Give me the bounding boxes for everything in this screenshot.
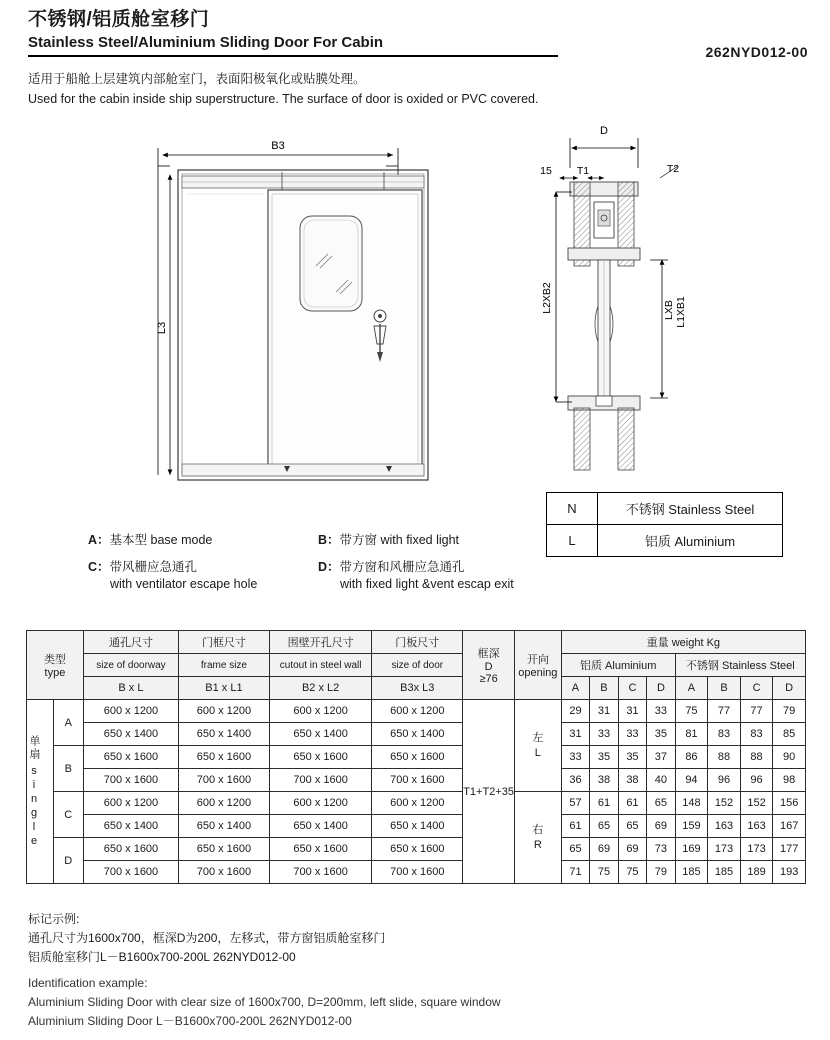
cell-open-right — [514, 792, 561, 884]
cell-w: 77 — [740, 700, 773, 723]
mode-d-label: 带方窗和风栅应急通孔 — [339, 560, 465, 574]
row-type: B — [53, 746, 83, 792]
cell-w: 88 — [708, 746, 741, 769]
cell-cutout: 700 x 1600 — [269, 769, 372, 792]
cell-w: 35 — [647, 723, 675, 746]
table-row — [27, 723, 806, 746]
cell-frame: 600 x 1200 — [179, 700, 270, 723]
cell-w: 173 — [708, 838, 741, 861]
cell-w: 35 — [590, 746, 618, 769]
mode-c — [88, 559, 318, 593]
header-frame-en: frame size — [179, 654, 270, 677]
spec-header-row-3 — [27, 677, 806, 700]
dim-l2xb2-label: L2XB2 — [541, 282, 553, 314]
header-alu-d: D — [647, 677, 675, 700]
cell-frame: 650 x 1400 — [179, 815, 270, 838]
cell-cutout: 700 x 1600 — [269, 861, 372, 884]
cell-door: 600 x 1200 — [372, 700, 463, 723]
cell-doorway: 650 x 1400 — [83, 815, 178, 838]
mode-a-label: 基本型 base mode — [109, 533, 213, 547]
cell-w: 163 — [708, 815, 741, 838]
note-en-line2: Aluminium Sliding Door L－B1600x700-200L 262NYD012-00 — [28, 1014, 352, 1028]
document-header — [28, 8, 808, 60]
cell-depth-value: T1+T2+35 — [463, 700, 515, 884]
table-row — [547, 493, 783, 525]
cell-w: 71 — [561, 861, 589, 884]
row-type: D — [53, 838, 83, 884]
cell-w: 90 — [773, 746, 806, 769]
cell-w: 75 — [590, 861, 618, 884]
dim-15-label: 15 — [540, 165, 552, 177]
table-row — [27, 746, 806, 769]
cell-frame: 700 x 1600 — [179, 769, 270, 792]
cell-w: 96 — [708, 769, 741, 792]
cell-w: 31 — [618, 700, 646, 723]
cell-w: 81 — [675, 723, 708, 746]
note-en-line1: Aluminium Sliding Door with clear size of 1600x700, D=200mm, left slide, square window — [28, 995, 501, 1009]
cell-w: 94 — [675, 769, 708, 792]
title-english: Stainless Steel/Aluminium Sliding Door For Cabin — [28, 34, 384, 51]
header-door-en: size of door — [372, 654, 463, 677]
cell-cutout: 650 x 1400 — [269, 815, 372, 838]
header-sst-b: B — [708, 677, 741, 700]
side-label-en: single — [28, 764, 40, 849]
header-depth-d: D — [484, 661, 493, 673]
cell-cutout: 650 x 1400 — [269, 723, 372, 746]
header-cutout-sym: B2 x L2 — [269, 677, 372, 700]
cell-frame: 650 x 1600 — [179, 838, 270, 861]
drawing-code: 262NYD012-00 — [705, 44, 808, 60]
header-door-sym: B3x L3 — [372, 677, 463, 700]
cell-w: 185 — [675, 861, 708, 884]
cell-w: 73 — [647, 838, 675, 861]
cell-w: 31 — [561, 723, 589, 746]
table-row — [27, 792, 806, 815]
header-frame-cn: 门框尺寸 — [179, 631, 270, 654]
cell-w: 156 — [773, 792, 806, 815]
cell-doorway: 600 x 1200 — [83, 792, 178, 815]
door-mode-legend — [88, 532, 548, 603]
open-left-en: L — [534, 746, 541, 759]
material-code-l: L — [547, 525, 598, 557]
cell-w: 61 — [618, 792, 646, 815]
header-alu: 铝质 Aluminium — [561, 654, 675, 677]
cell-cutout: 650 x 1600 — [269, 838, 372, 861]
cell-w: 57 — [561, 792, 589, 815]
cell-w: 37 — [647, 746, 675, 769]
header-cutout-en: cutout in steel wall — [269, 654, 372, 677]
header-alu-c: C — [618, 677, 646, 700]
header-depth-cn: 框深 — [477, 648, 500, 660]
specification-table — [26, 630, 806, 884]
cell-w: 61 — [590, 792, 618, 815]
header-type — [27, 631, 84, 700]
side-label-cn: 单扇 — [28, 734, 40, 761]
spec-header-row-1 — [27, 631, 806, 654]
cell-w: 79 — [773, 700, 806, 723]
cell-w: 69 — [590, 838, 618, 861]
cell-door: 650 x 1400 — [372, 815, 463, 838]
cell-w: 177 — [773, 838, 806, 861]
table-row — [27, 769, 806, 792]
cell-frame: 700 x 1600 — [179, 861, 270, 884]
note-cn-line1: 通孔尺寸为1600x700，框深D为200，左移式，带方窗铝质舱室移门 — [28, 931, 386, 945]
cell-w: 193 — [773, 861, 806, 884]
cell-w: 79 — [647, 861, 675, 884]
cell-w: 152 — [740, 792, 773, 815]
spec-header-row-2 — [27, 654, 806, 677]
material-code-table — [546, 492, 783, 557]
material-code-n: N — [547, 493, 598, 525]
table-row — [27, 815, 806, 838]
cell-doorway: 700 x 1600 — [83, 769, 178, 792]
title-underline — [28, 55, 558, 57]
table-row — [27, 838, 806, 861]
cell-frame: 600 x 1200 — [179, 792, 270, 815]
cell-door: 650 x 1400 — [372, 723, 463, 746]
cell-door: 650 x 1600 — [372, 746, 463, 769]
description-block — [28, 70, 808, 108]
cell-w: 35 — [618, 746, 646, 769]
cell-w: 159 — [675, 815, 708, 838]
header-type-cn: 类型 — [43, 654, 66, 666]
mode-d — [318, 559, 548, 593]
cell-w: 96 — [740, 769, 773, 792]
cell-doorway: 700 x 1600 — [83, 861, 178, 884]
cell-w: 29 — [561, 700, 589, 723]
cell-w: 83 — [740, 723, 773, 746]
table-row — [27, 700, 806, 723]
cell-frame: 650 x 1400 — [179, 723, 270, 746]
header-opening-en: opening — [518, 667, 558, 679]
mode-c-label: 带风栅应急通孔 — [109, 560, 198, 574]
cell-w: 167 — [773, 815, 806, 838]
side-label — [27, 700, 54, 884]
mode-d-sub: with fixed light &vent escap exit — [340, 577, 514, 591]
cell-doorway: 600 x 1200 — [83, 700, 178, 723]
cell-w: 75 — [618, 861, 646, 884]
header-alu-b: B — [590, 677, 618, 700]
header-type-en: type — [44, 667, 66, 679]
dim-l3-label: L3 — [156, 321, 168, 335]
cell-cutout: 600 x 1200 — [269, 792, 372, 815]
cell-w: 69 — [647, 815, 675, 838]
cell-w: 33 — [590, 723, 618, 746]
title-chinese: 不锈钢/铝质舱室移门 — [28, 9, 210, 30]
header-door-cn: 门板尺寸 — [372, 631, 463, 654]
cell-w: 38 — [618, 769, 646, 792]
dim-b3-label: B3 — [271, 140, 285, 152]
material-name-n: 不锈钢 Stainless Steel — [598, 493, 783, 525]
cell-w: 33 — [647, 700, 675, 723]
header-weight: 重量 weight Kg — [561, 631, 805, 654]
dim-d-label: D — [600, 125, 608, 137]
header-sst-d: D — [773, 677, 806, 700]
cell-w: 148 — [675, 792, 708, 815]
header-doorway-sym: B x L — [83, 677, 178, 700]
mode-a-key: A： — [88, 533, 110, 547]
header-alu-a: A — [561, 677, 589, 700]
header-doorway-cn: 通孔尺寸 — [83, 631, 178, 654]
cell-door: 650 x 1600 — [372, 838, 463, 861]
cell-w: 86 — [675, 746, 708, 769]
cell-cutout: 650 x 1600 — [269, 746, 372, 769]
cell-door: 700 x 1600 — [372, 769, 463, 792]
dim-t2-label: T2 — [666, 163, 680, 175]
dim-lxb-label: LXB — [663, 300, 675, 320]
cell-w: 65 — [561, 838, 589, 861]
open-left-cn: 左 — [532, 731, 544, 744]
cell-w: 88 — [740, 746, 773, 769]
header-cutout-cn: 围壁开孔尺寸 — [269, 631, 372, 654]
note-cn-title: 标记示例: — [28, 912, 80, 926]
cell-w: 185 — [708, 861, 741, 884]
cell-w: 75 — [675, 700, 708, 723]
mode-b-label: 带方窗 with fixed light — [339, 533, 460, 547]
dim-t1-label: T1 — [576, 165, 590, 177]
cell-w: 38 — [590, 769, 618, 792]
cell-w: 85 — [773, 723, 806, 746]
cell-w: 31 — [590, 700, 618, 723]
table-row — [547, 525, 783, 557]
mode-c-key: C： — [88, 560, 110, 574]
cell-w: 189 — [740, 861, 773, 884]
dim-l1xb1-label: L1XB1 — [675, 296, 687, 328]
mode-a — [88, 532, 318, 549]
header-sst-a: A — [675, 677, 708, 700]
header-opening-cn: 开向 — [526, 654, 549, 666]
cell-w: 83 — [708, 723, 741, 746]
cell-w: 77 — [708, 700, 741, 723]
cell-w: 33 — [561, 746, 589, 769]
cell-w: 65 — [618, 815, 646, 838]
cell-w: 169 — [675, 838, 708, 861]
cell-open-left — [514, 700, 561, 792]
cell-door: 700 x 1600 — [372, 861, 463, 884]
cell-w: 152 — [708, 792, 741, 815]
cell-frame: 650 x 1600 — [179, 746, 270, 769]
row-type: C — [53, 792, 83, 838]
cell-w: 61 — [561, 815, 589, 838]
row-type: A — [53, 700, 83, 746]
cell-w: 40 — [647, 769, 675, 792]
identification-notes — [28, 910, 808, 1031]
header-depth — [463, 631, 515, 700]
material-name-l: 铝质 Aluminium — [598, 525, 783, 557]
mode-b-key: B： — [318, 533, 340, 547]
mode-b — [318, 532, 548, 549]
header-sst-c: C — [740, 677, 773, 700]
header-doorway-en: size of doorway — [83, 654, 178, 677]
cell-w: 33 — [618, 723, 646, 746]
cell-w: 65 — [647, 792, 675, 815]
cell-w: 163 — [740, 815, 773, 838]
cell-doorway: 650 x 1600 — [83, 838, 178, 861]
cell-w: 173 — [740, 838, 773, 861]
open-right-cn: 右 — [532, 823, 544, 836]
table-row — [27, 861, 806, 884]
cell-w: 36 — [561, 769, 589, 792]
cell-door: 600 x 1200 — [372, 792, 463, 815]
cell-w: 69 — [618, 838, 646, 861]
note-en-title: Identification example: — [28, 976, 148, 990]
cell-w: 65 — [590, 815, 618, 838]
description-chinese: 适用于船舱上层建筑内部舱室门，表面阳极氧化或贴膜处理。 — [28, 72, 366, 86]
header-sst: 不锈钢 Stainless Steel — [675, 654, 805, 677]
cell-cutout: 600 x 1200 — [269, 700, 372, 723]
cell-doorway: 650 x 1600 — [83, 746, 178, 769]
header-frame-sym: B1 x L1 — [179, 677, 270, 700]
description-english: Used for the cabin inside ship superstructure. The surface of door is oxided or PVC covered. — [28, 92, 539, 106]
open-right-en: R — [533, 838, 542, 851]
header-depth-sym: ≥76 — [479, 673, 498, 685]
cell-doorway: 650 x 1400 — [83, 723, 178, 746]
mode-c-sub: with ventilator escape hole — [110, 577, 258, 591]
header-opening — [514, 631, 561, 700]
mode-d-key: D： — [318, 560, 340, 574]
cell-w: 98 — [773, 769, 806, 792]
note-cn-line2: 铝质舱室移门L－B1600x700-200L 262NYD012-00 — [28, 950, 296, 964]
